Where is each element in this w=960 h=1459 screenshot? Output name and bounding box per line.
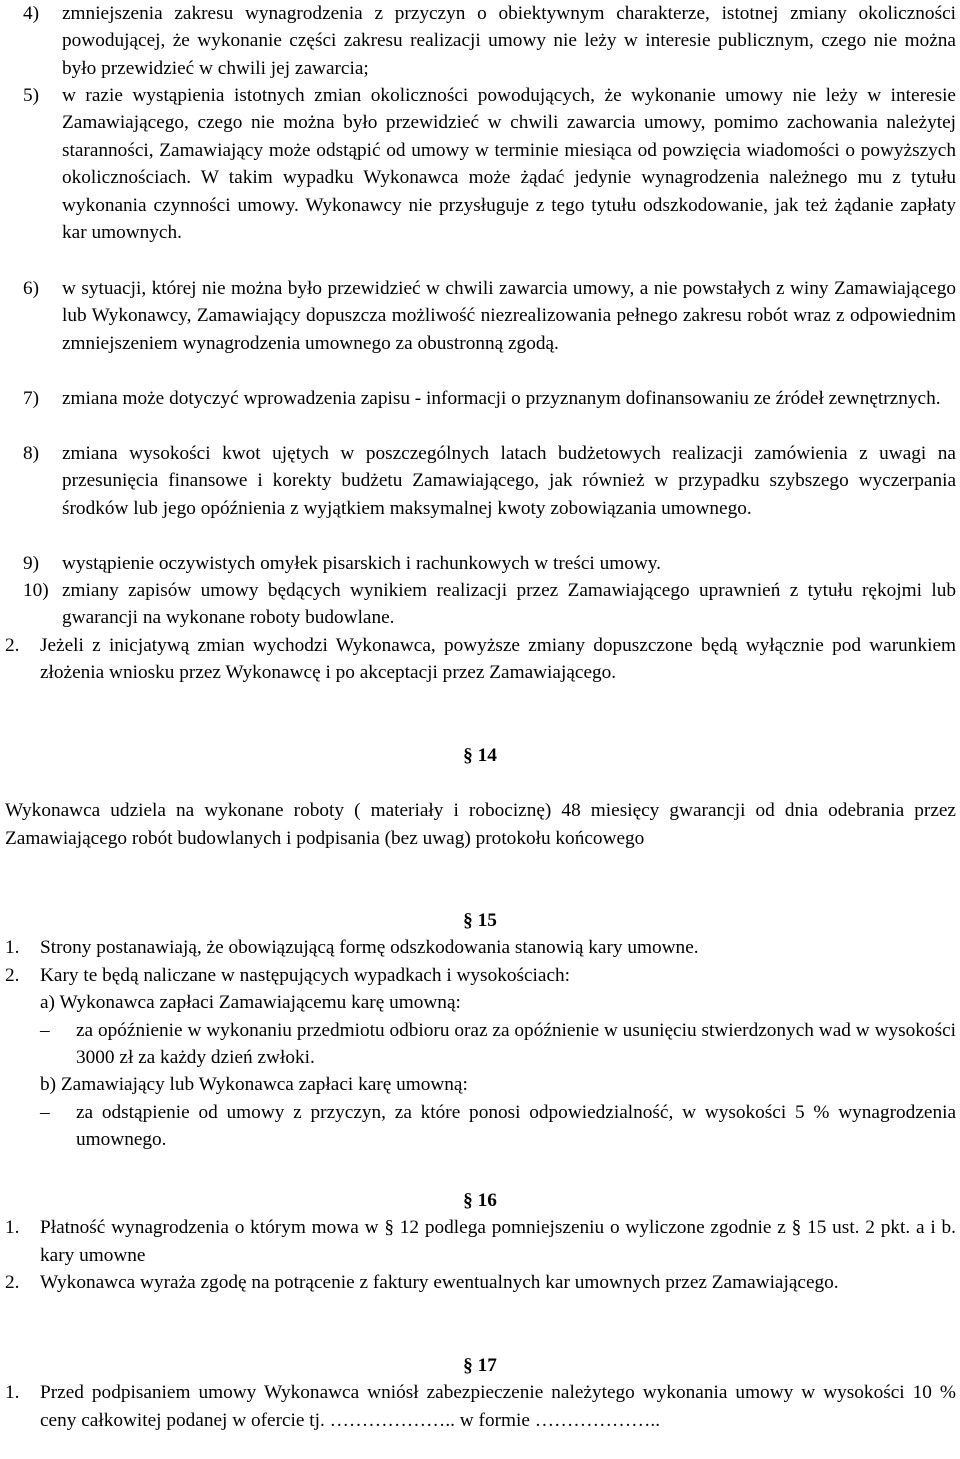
list-number: 10)	[23, 580, 49, 601]
dash-text: za odstąpienie od umowy z przyczyn, za które ponosi odpowiedzialność, w wysokości 5 % wynagrodzenia umownego.	[76, 1101, 956, 1151]
list-number: 9)	[23, 553, 40, 574]
paragraph-number: 2.	[5, 1272, 20, 1294]
point-2	[0, 632, 960, 687]
section-text: Wykonawca udziela na wykonane roboty ( materiały i robociznę) 48 miesięcy gwarancji od dnia odebrania przez Zamawiającego robót budowlanych i podpisania (bez uwag) protokołu końcowego	[5, 800, 956, 849]
numbered-paragraph	[0, 1214, 960, 1269]
list-item	[0, 275, 960, 385]
list-text: w razie wystąpienia istotnych zmian okoliczności powodujących, że wykonanie umowy nie leży w interesie Zamawiającego, czego nie można było przewidzieć w chwili zawarcia umowy, pomimo zachowania należytej staranności, Zamawiający może odstąpić od umowy w terminie miesiąca od powzięcia wiadomości o powyższych okolicznościach. W takim wypadku Wykonawca może żądać jedynie wynagrodzenia należnego mu z tytułu wykonania czynności umowy. Wykonawcy nie przysługuje z tego tytułu odszkodowanie, jak też żądanie zapłaty kar umownych.	[62, 85, 956, 244]
paragraph-text: Wykonawca wyraża zgodę na potrącenie z faktury ewentualnych kar umownych przez Zamawiającego.	[40, 1272, 839, 1294]
paragraph-text: Przed podpisaniem umowy Wykonawca wniósł zabezpieczenie należytego wykonania umowy w wysokości 10 % ceny całkowitej podanej w ofercie tj. ……………….. w formie ………………..	[40, 1382, 956, 1431]
section-heading: § 16	[463, 1190, 497, 1211]
list-text: wystąpienie oczywistych omyłek pisarskich i rachunkowych w treści umowy.	[62, 553, 661, 574]
paragraph-number: 1.	[5, 1217, 20, 1239]
list-number: 8)	[23, 443, 40, 464]
section-16	[0, 1187, 960, 1297]
numbered-paragraph	[0, 934, 960, 961]
subpoint-a: a) Wykonawca zapłaci Zamawiającemu karę umowną:	[40, 992, 461, 1014]
dash-item	[0, 1099, 960, 1154]
list-text: w sytuacji, której nie można było przewidzieć w chwili zawarcia umowy, a nie powstałych z winy Zamawiającego lub Wykonawcy, Zamawiający dopuszcza możliwość niezrealizowania pełnego zakresu robót wraz z odpowiednim zmniejszeniem wynagrodzenia umownego za obustronną zgodą.	[62, 278, 956, 354]
paragraph-number: 2.	[5, 964, 20, 986]
numbered-paragraph	[0, 1269, 960, 1296]
paragraph-text: Strony postanawiają, że obowiązującą formę odszkodowania stanowią kary umowne.	[40, 937, 699, 959]
list-item	[0, 0, 960, 82]
numbered-paragraph	[0, 632, 960, 687]
list-item	[0, 577, 960, 632]
paragraph-text: Jeżeli z inicjatywą zmian wychodzi Wykonawca, powyższe zmiany dopuszczone będą wyłącznie pod warunkiem złożenia wniosku przez Wykonawcę i po akceptacji przez Zamawiającego.	[40, 635, 956, 684]
paragraph-text: Płatność wynagrodzenia o którym mowa w § 12 podlega pomniejszeniu o wyliczone zgodnie z § 15 ust. 2 pkt. a i b. kary umowne	[40, 1217, 956, 1266]
numbered-paragraph	[0, 1379, 960, 1434]
section-heading: § 14	[463, 745, 497, 766]
section-heading: § 15	[463, 910, 497, 931]
list-number: 4)	[23, 3, 40, 24]
paragraph-number: 2.	[5, 635, 20, 656]
section-14	[0, 742, 960, 852]
list-number: 6)	[23, 278, 40, 299]
paragraph-text: Kary te będą naliczane w następujących wypadkach i wysokościach:	[40, 964, 571, 986]
list-text: zmiany zapisów umowy będących wynikiem realizacji przez Zamawiającego uprawnień z tytułu rękojmi lub gwarancji na wykonane roboty budowlane.	[62, 580, 956, 629]
list-number: 5)	[23, 85, 40, 106]
section-heading: § 17	[463, 1355, 497, 1376]
dash-text: za opóźnienie w wykonaniu przedmiotu odbioru oraz za opóźnienie w usunięciu stwierdzonych wad w wysokości 3000 zł za każdy dzień zwłoki.	[76, 1019, 956, 1069]
list-item	[0, 385, 960, 440]
dash-marker: –	[40, 1101, 50, 1123]
list-item	[0, 82, 960, 275]
list-text: zmniejszenia zakresu wynagrodzenia z przyczyn o obiektywnym charakterze, istotnej zmiany okoliczności powodującej, że wykonanie części zakresu realizacji umowy nie leży w interesie publicznym, czego nie można było przewidzieć w chwili jej zawarcia;	[62, 3, 956, 79]
numbered-list	[0, 0, 960, 632]
list-item	[0, 440, 960, 550]
dash-marker: –	[40, 1019, 50, 1041]
dash-item	[0, 1017, 960, 1072]
subpoint-b: b) Zamawiający lub Wykonawca zapłaci karę umowną:	[40, 1074, 468, 1096]
list-text: zmiana może dotyczyć wprowadzenia zapisu - informacji o przyznanym dofinansowaniu ze źródeł zewnętrznych.	[62, 388, 941, 409]
section-17	[0, 1352, 960, 1434]
paragraph-number: 1.	[5, 1382, 20, 1404]
list-item	[0, 550, 960, 577]
list-number: 7)	[23, 388, 40, 409]
numbered-paragraph	[0, 962, 960, 989]
paragraph-number: 1.	[5, 937, 20, 959]
section-15	[0, 907, 960, 1154]
list-text: zmiana wysokości kwot ujętych w poszczególnych latach budżetowych realizacji zamówienia z uwagi na przesunięcia finansowe i korekty budżetu Zamawiającego, jak również w przypadku szybszego wyczerpania środków lub jego opóźnienia z wyjątkiem maksymalnej kwoty zobowiązania umownego.	[62, 443, 956, 519]
